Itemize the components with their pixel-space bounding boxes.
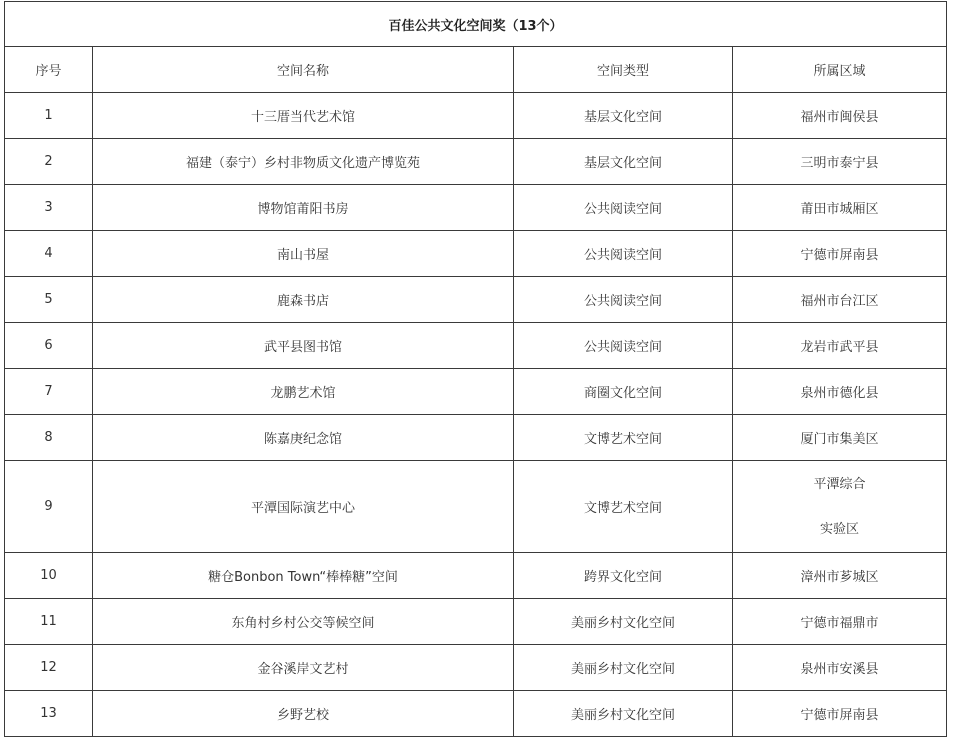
awards-table	[4, 1, 947, 737]
table-row	[5, 415, 947, 461]
row-region: 宁德市福鼎市	[733, 599, 947, 645]
header-row	[5, 47, 947, 93]
row-type: 基层文化空间	[514, 139, 733, 185]
row-name: 鹿森书店	[93, 277, 514, 323]
row-no: 9	[5, 461, 93, 553]
row-type: 美丽乡村文化空间	[514, 691, 733, 737]
row-name: 东角村乡村公交等候空间	[93, 599, 514, 645]
row-region-line: 平潭综合	[813, 476, 866, 492]
table-row	[5, 93, 947, 139]
row-name: 博物馆莆阳书房	[93, 185, 514, 231]
row-type: 公共阅读空间	[514, 277, 733, 323]
row-region: 宁德市屏南县	[733, 231, 947, 277]
row-name: 福建（泰宁）乡村非物质文化遗产博览苑	[93, 139, 514, 185]
row-region: 三明市泰宁县	[733, 139, 947, 185]
row-no: 2	[5, 139, 93, 185]
row-region-line: 实验区	[819, 521, 859, 537]
table-row	[5, 323, 947, 369]
row-name: 武平县图书馆	[93, 323, 514, 369]
table-row	[5, 139, 947, 185]
row-region: 厦门市集美区	[733, 415, 947, 461]
row-type: 跨界文化空间	[514, 553, 733, 599]
row-no: 11	[5, 599, 93, 645]
row-no: 7	[5, 369, 93, 415]
row-no: 3	[5, 185, 93, 231]
table-title: 百佳公共文化空间奖（13个）	[5, 2, 947, 47]
row-region: 龙岩市武平县	[733, 323, 947, 369]
row-type: 文博艺术空间	[514, 415, 733, 461]
header-no: 序号	[5, 47, 93, 93]
row-region: 福州市闽侯县	[733, 93, 947, 139]
row-no: 5	[5, 277, 93, 323]
row-name: 糖仓Bonbon Town“棒棒糖”空间	[93, 553, 514, 599]
row-region: 漳州市芗城区	[733, 553, 947, 599]
table-row	[5, 645, 947, 691]
row-name: 平潭国际演艺中心	[93, 461, 514, 553]
row-no: 6	[5, 323, 93, 369]
row-no: 1	[5, 93, 93, 139]
table-row	[5, 461, 947, 553]
table-row	[5, 277, 947, 323]
table-row	[5, 369, 947, 415]
row-type: 公共阅读空间	[514, 185, 733, 231]
row-no: 4	[5, 231, 93, 277]
header-region: 所属区域	[733, 47, 947, 93]
header-type: 空间类型	[514, 47, 733, 93]
row-region	[733, 461, 947, 553]
header-name: 空间名称	[93, 47, 514, 93]
row-no: 13	[5, 691, 93, 737]
row-region: 福州市台江区	[733, 277, 947, 323]
row-region: 莆田市城厢区	[733, 185, 947, 231]
table-row	[5, 691, 947, 737]
row-no: 12	[5, 645, 93, 691]
table-row	[5, 599, 947, 645]
row-region: 宁德市屏南县	[733, 691, 947, 737]
row-type: 公共阅读空间	[514, 323, 733, 369]
row-no: 8	[5, 415, 93, 461]
table-row	[5, 231, 947, 277]
row-type: 基层文化空间	[514, 93, 733, 139]
table-row	[5, 185, 947, 231]
row-region: 泉州市安溪县	[733, 645, 947, 691]
row-name: 南山书屋	[93, 231, 514, 277]
row-type: 美丽乡村文化空间	[514, 645, 733, 691]
row-type: 美丽乡村文化空间	[514, 599, 733, 645]
row-name: 乡野艺校	[93, 691, 514, 737]
row-type: 商圈文化空间	[514, 369, 733, 415]
row-region: 泉州市德化县	[733, 369, 947, 415]
row-no: 10	[5, 553, 93, 599]
row-name: 龙鹏艺术馆	[93, 369, 514, 415]
row-type: 文博艺术空间	[514, 461, 733, 553]
table-row	[5, 553, 947, 599]
row-name: 十三厝当代艺术馆	[93, 93, 514, 139]
row-name: 陈嘉庚纪念馆	[93, 415, 514, 461]
row-type: 公共阅读空间	[514, 231, 733, 277]
row-name: 金谷溪岸文艺村	[93, 645, 514, 691]
